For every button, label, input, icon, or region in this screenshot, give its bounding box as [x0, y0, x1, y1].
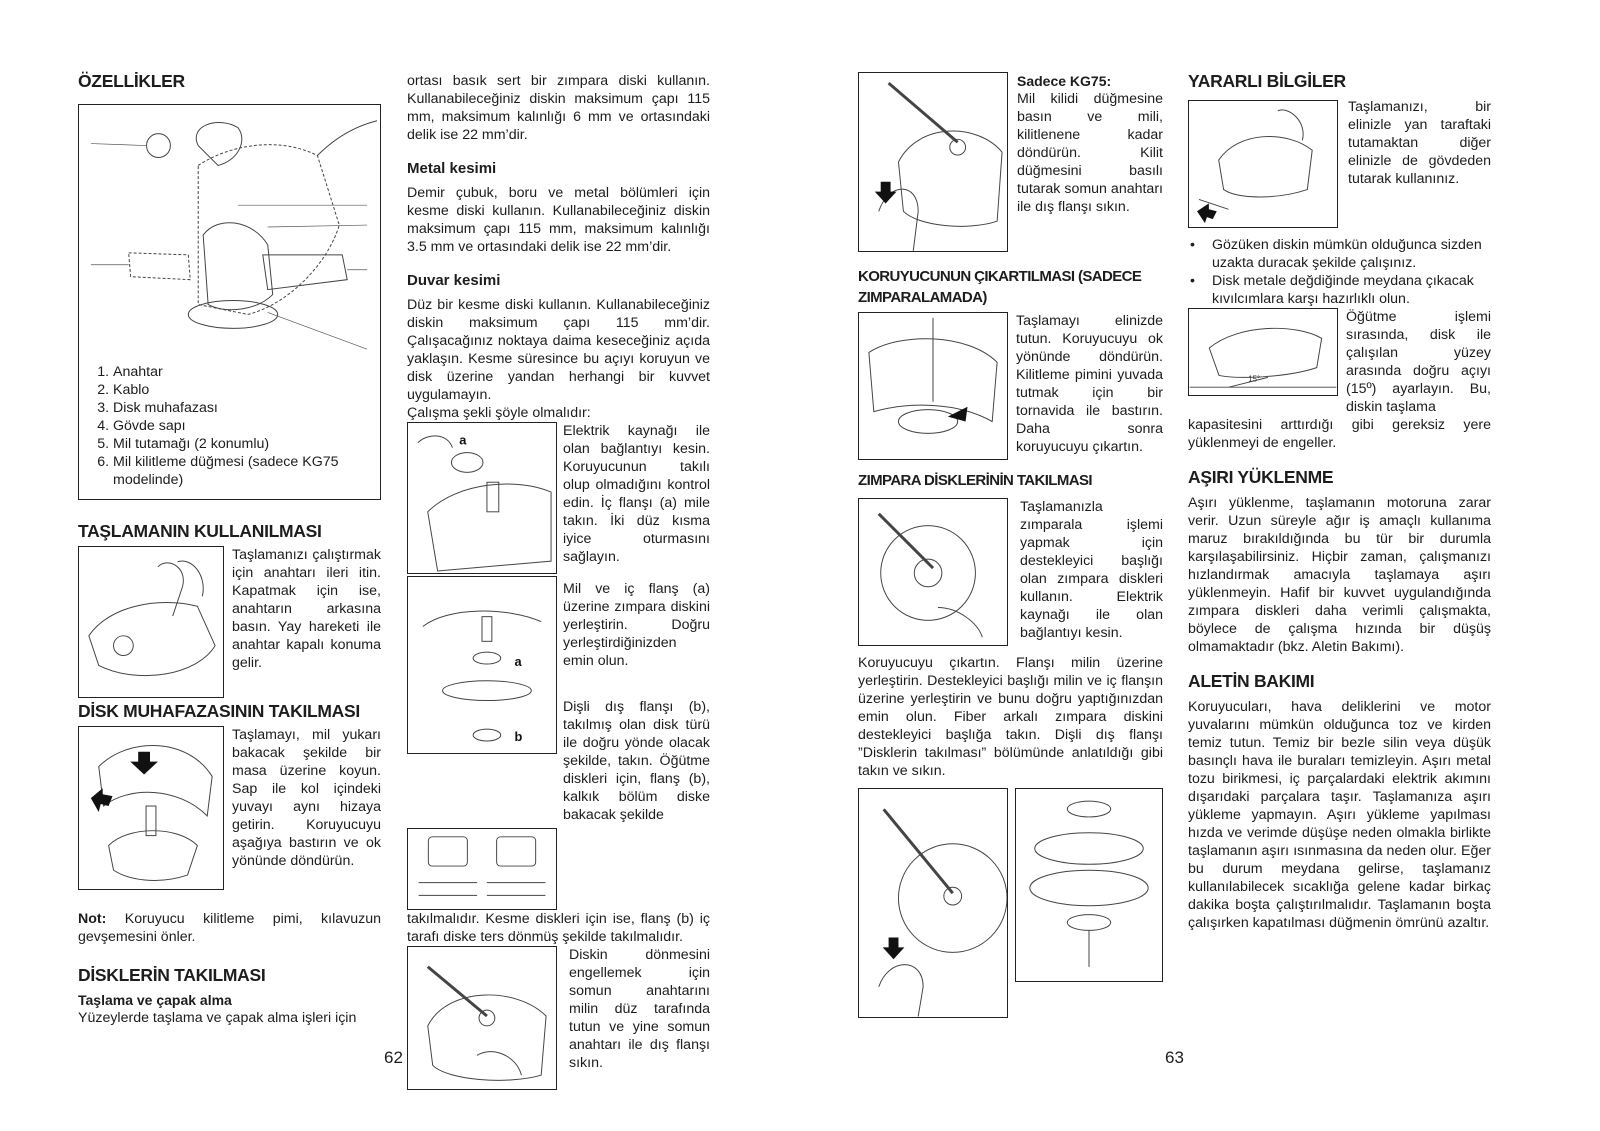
feature-item: 3. Disk muhafazası [113, 399, 374, 417]
wall-text: Düz bir kesme diski kullanın. Kullanabileceğiniz diskin maksimum çapı 115 mm’dir. Çalışacağınız noktaya daima keseceğiniz açıda yaklaşın. Kesme süresince bu açıyı koruyun ve disk üzerine yandan herhangi bir kuvvet uygulamayın. [407, 297, 710, 403]
guard-row [78, 726, 381, 890]
maintenance-heading: ALETİN BAKIMI [1188, 671, 1315, 691]
flange-orientation-illustration [407, 828, 557, 910]
kg75-row [858, 72, 1163, 252]
column-3 [858, 72, 1163, 1018]
note [78, 910, 381, 946]
angle-text-2: kapasitesini arttırdığı gibi gereksiz yere yüklenmeyi de engeller. [1188, 417, 1491, 451]
guard-removal-row [858, 312, 1163, 460]
page-number-right: 63 [1165, 1048, 1184, 1067]
discs-heading: DİSKLERİN TAKILMASI [78, 965, 266, 985]
wall-subheading: Duvar kesimi [407, 272, 501, 289]
label-a: a [459, 432, 467, 448]
step3-cont: takılmalıdır. Kesme diskleri için ise, flanş (b) iç tarafı diske ters dönmüş şekilde takılmalıdır. [407, 911, 710, 945]
feature-item: 2. Kablo [113, 381, 374, 399]
grinding-subheading: Taşlama ve çapak alma [78, 992, 232, 1008]
features-heading: ÖZELLİKLER [78, 71, 185, 91]
step3-text: Dişli dış flanşı (b), takılmış olan disk türü ile doğru yönde olacak şekilde, takın. Öğütme diskleri için, flanş (b), kalkık bölüm diske bakacak şekilde [563, 699, 710, 823]
guard-illustration [78, 726, 224, 890]
overload-heading: AŞIRI YÜKLENME [1188, 467, 1334, 487]
press-arrow-icon [883, 938, 905, 960]
step2-text: Mil ve iç flanş (a) üzerine zımpara diskini yerleştirin. Doğru yerleştirdiğinizden emin olun. [563, 581, 710, 669]
angle-row [1188, 308, 1491, 416]
step1-row [407, 422, 710, 574]
tips-heading: YARARLI BİLGİLER [1188, 71, 1346, 91]
rotate-arrow-icon [91, 788, 113, 812]
two-hand-grip-illustration [1188, 100, 1338, 228]
spindle-lock-illustration [858, 72, 1008, 252]
sanding-row [858, 498, 1163, 646]
usage-text: Taşlamanızı çalıştırmak için anahtarı ileri itin. Kapatmak için ise, anahtarın arkasına basın. Yay hareketi ile anahtar kapalı konuma gelir. [232, 547, 381, 671]
down-arrow-icon [130, 752, 158, 775]
guard-removal-heading: KORUYUCUNUN ÇIKARTILMASI (SADECE ZIMPARALAMADA) [858, 268, 1142, 306]
label-b: b [514, 728, 523, 744]
sanding-text-2: Koruyucuyu çıkartın. Flanşı milin üzerine yerleştirin. Destekleyici başlığı milin ve iç flanşın üzerine yerleştirin ve bunu doğru yaptığınızdan emin olun. Fiber arkalı zımpara diskini destekleyici başlığa takın. Dişli dış flanşı ”Disklerin takılması” bölümünde anlatıldığı gibi takın ve sıkın. [858, 655, 1163, 779]
metal-subheading: Metal kesimi [407, 160, 497, 177]
label-a: a [514, 653, 522, 669]
angle-label: 15° [1248, 374, 1261, 384]
kg75-text-block [1008, 72, 1163, 216]
tips-bullets [1188, 236, 1491, 308]
note-label: Not: [78, 911, 107, 927]
disc-stack-illustration [407, 576, 557, 754]
intro-text: ortası basık sert bir zımpara diski kullanın. Kullanabileceğiniz diskin maksimum çapı 115 mm, maksimum kalınlığı 6 mm ve ortasındaki delik ise 22 mm’dir. [407, 73, 710, 143]
metal-text: Demir çubuk, boru ve metal bölümleri için kesme diski kullanın. Kullanabileceğiniz diskin maksimum çapı 115 mm, maksimum kalınlığı 3.5 mm ve ortasındaki delik ise 22 mm’dir. [407, 185, 710, 255]
switch-illustration [78, 546, 224, 698]
sanding-heading: ZIMPARA DİSKLERİNİN TAKILMASI [858, 472, 1092, 489]
overload-text: Aşırı yüklenme, taşlamanın motoruna zarar verir. Uzun süreyle ağır iş amaçlı kullanıma maruz bırakıldığında bu tür bir durumla karşılaşabilirsiniz. Hiçbir zaman, çalışmanızı hızlandırmak amacıyla taşlamaya aşırı yüklenmeyin. Hafif bir kuvvet uygulandığında zımpara diskleri daha verimli çalışmakta, böylece de çalışma hızında bir düşüş olmamaktadır (bkz. Aletin Bakımı). [1188, 495, 1491, 655]
kg75-title: Sadece KG75: [1017, 73, 1112, 89]
maintenance-text: Koruyucuları, hava deliklerini ve motor yuvalarını mümkün olduğunca toz ve kirden temiz tutun. Temiz bir bezle silin veya düşük basınçlı hava ile buraları temizleyin. Aşırı metal tozu birikmesi, iç parçalardaki elektrik akımını dışarıdaki parçalara taşır. Taşlamanıza aşırı yükleme yapmayın. Aşırı yükleme yapılması hızda ve verimde düşüşe neden olmakla birlikte taşlamanın aşırı ısınmasına da neden olur. Eğer bu durum meydana gelirse, taşlamanız kullanılabilecek sıcaklığa gelene kadar birkaç dakika boşta çalıştırılmalıdır. Taşlamanın boşta çalışırken kapatılması düğmenin ömrünü azaltır. [1188, 699, 1491, 931]
sanding-exploded-illustration [1015, 788, 1163, 982]
column-4 [1188, 72, 1491, 932]
angle-text: Öğütme işlemi sırasında, disk ile çalışılan yüzey arasında doğru açıyı (15º) ayarlayın. Bu, diskin taşlama [1346, 309, 1491, 415]
inner-flange-illustration [407, 422, 557, 574]
guard-heading: DİSK MUHAFAZASININ TAKILMASI [78, 701, 360, 721]
spanner-tighten-illustration [407, 946, 557, 1090]
features-list [79, 363, 380, 489]
feature-item: 4. Gövde sapı [113, 417, 374, 435]
step4-row [407, 946, 710, 1090]
usage-heading: TAŞLAMANIN KULLANILMASI [78, 521, 322, 541]
direction-arrow-icon [1197, 203, 1217, 223]
tips-bullet: • Gözüken diskin mümkün olduğunca sizden uzakta duracak şekilde çalışınız. [1212, 236, 1491, 272]
grinding-text: Yüzeylerde taşlama ve çapak alma işleri için [78, 1010, 357, 1026]
tips-row [1188, 100, 1491, 228]
usage-row [78, 546, 381, 698]
feature-item: 6. Mil kilitleme düğmesi (sadece KG75 modelinde) [113, 453, 374, 489]
note-text: Koruyucu kilitleme pimi, kılavuzun gevşemesini önler. [78, 911, 381, 945]
sanding-text: Taşlamanızla zımparala işlemi yapmak için destekleyici başlığı olan zımpara diskleri kullanın. Elektrik kaynağı ile olan bağlantıyı kesin. [1020, 499, 1163, 641]
work-line: Çalışma şekli şöyle olmalıdır: [407, 405, 591, 421]
step4-text: Diskin dönmesini engellemek için somun anahtarını milin düz tarafında tutun ve yine somun anahtarı ile dış flanşı sıkın. [569, 947, 710, 1071]
press-arrow-icon [875, 182, 897, 204]
sanding-figures-row [858, 788, 1163, 1018]
feature-item: 1. Anahtar [113, 363, 374, 381]
guard-text: Taşlamayı, mil yukarı bakacak şekilde bir masa üzerine koyun. Sap ile kol içindeki yuvayı aynı hizaya getirin. Koruyucuyu aşağıya bastırın ve ok yönünde döndürün. [232, 727, 381, 869]
tips-bullet: • Disk metale değdiğinde meydana çıkacak kıvılcımlara karşı hazırlıklı olun. [1212, 272, 1491, 308]
step2-row [407, 576, 710, 824]
tips-text: Taşlamanızı, bir elinizle yan taraftaki tutamaktan diğer elinizle de gövdeden tutarak kullanınız. [1348, 99, 1491, 187]
step2-text-block [557, 576, 710, 824]
grinder-overview-figure [78, 104, 381, 500]
column-2 [407, 72, 710, 1090]
guard-removal-text: Taşlamayı elinizde tutun. Koruyucuyu ok yönünde döndürün. Kilitleme pimini yuvada tutmak için bir tornavida ile bastırın. Daha sonra koruyucuyu çıkartın. [1016, 313, 1163, 455]
column-1 [78, 72, 381, 1027]
sanding-spanner-illustration [858, 788, 1008, 1018]
step1-text: Elektrik kaynağı ile olan bağlantıyı kesin. Koruyucunun takılı olup olmadığını kontrol edin. İç flanşı (a) mile takın. İki düz kısma iyice oturmasını sağlayın. [563, 423, 710, 565]
page-number-left: 62 [384, 1048, 403, 1067]
sanding-disc-illustration [858, 498, 1008, 646]
angle-illustration [1188, 308, 1338, 396]
feature-item: 5. Mil tutamağı (2 konumlu) [113, 435, 374, 453]
grinder-overview-illustration [79, 105, 380, 357]
guard-removal-illustration [858, 312, 1008, 460]
kg75-text: Mil kilidi düğmesine basın ve mili, kilitlenene kadar döndürün. Kilit düğmesini basılı tutarak somun anahtarı ile dış flanşı sıkın. [1017, 91, 1163, 215]
